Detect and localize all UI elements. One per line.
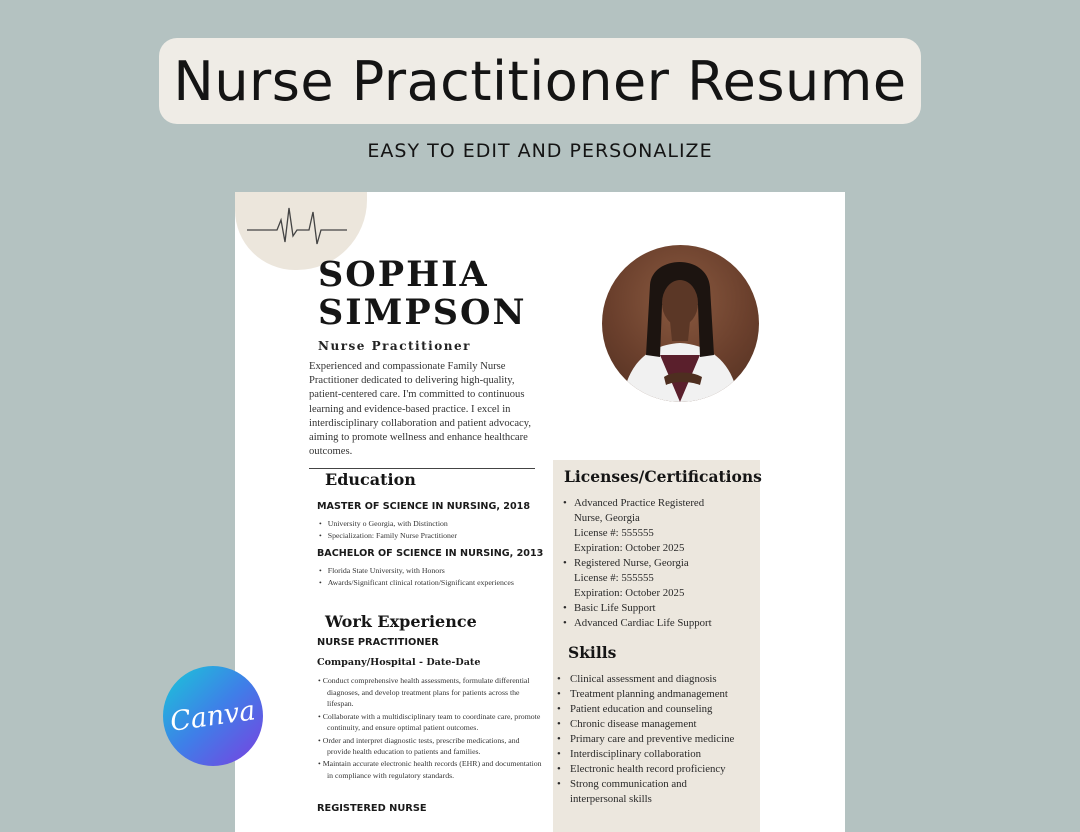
profile-photo	[602, 245, 759, 402]
licenses-heading: Licenses/Certifications	[564, 467, 762, 486]
job-2-role: REGISTERED NURSE	[317, 803, 427, 814]
list-item: • Maintain accurate electronic health records (EHR) and documentation in compliance with regulatory standards.	[317, 758, 543, 781]
degree-2-details	[319, 565, 559, 588]
candidate-name	[318, 256, 526, 332]
list-item: • Advanced Cardiac Life Support	[563, 617, 712, 629]
job-role: NURSE PRACTITIONER	[317, 637, 439, 648]
work-heading: Work Experience	[325, 612, 477, 631]
degree-1-details	[319, 518, 559, 541]
list-item-continued: License #: 555555	[574, 527, 654, 539]
list-item: • Specialization: Family Nurse Practitioner	[319, 530, 559, 542]
skills-list	[557, 672, 757, 807]
list-item: • Conduct comprehensive health assessments, formulate differential diagnoses, and develop treatment plans for patients across the lifespan.	[317, 675, 543, 710]
list-item-continued: Expiration: October 2025	[574, 587, 685, 599]
list-item: • Basic Life Support	[563, 602, 656, 614]
list-item-continued: interpersonal skills	[570, 793, 652, 805]
page-title: Nurse Practitioner Resume	[173, 49, 907, 113]
list-item: • Patient education and counseling	[557, 703, 713, 715]
list-item-continued: License #: 555555	[574, 572, 654, 584]
list-item: • University o Georgia, with Distinction	[319, 518, 559, 530]
heartbeat-icon	[247, 200, 347, 250]
list-item: • Chronic disease management	[557, 718, 697, 730]
title-banner	[159, 38, 921, 124]
portrait-illustration	[602, 245, 759, 402]
job-responsibilities	[317, 675, 543, 782]
degree-2-title: BACHELOR OF SCIENCE IN NURSING, 2013	[317, 548, 544, 559]
last-name: SIMPSON	[318, 292, 527, 333]
job-place: Company/Hospital - Date-Date	[317, 657, 481, 668]
list-item: • Electronic health record proficiency	[557, 763, 726, 775]
education-heading: Education	[325, 470, 416, 489]
degree-1-title: MASTER OF SCIENCE IN NURSING, 2018	[317, 501, 531, 512]
list-item: • Clinical assessment and diagnosis	[557, 673, 717, 685]
list-item: • Florida State University, with Honors	[319, 565, 559, 577]
canva-logo-text: Canva	[168, 694, 258, 738]
list-item: • Primary care and preventive medicine	[557, 733, 735, 745]
list-item: • Registered Nurse, Georgia	[563, 557, 689, 569]
profile-summary: Experienced and compassionate Family Nurse Practitioner dedicated to delivering high-quality, patient-centered care. I'm committed to continuous learning and evidence-based practice. I excel in interdisciplinary collaboration and patient advocacy, aiming to promote wellness and enhance healthcare outcomes.	[309, 361, 531, 458]
list-item: • Collaborate with a multidisciplinary team to coordinate care, promote continuity, and ensure optimal patient outcomes.	[317, 711, 543, 734]
licenses-list	[563, 496, 753, 631]
list-item-continued: Nurse, Georgia	[574, 512, 640, 524]
candidate-role: Nurse Practitioner	[318, 339, 471, 353]
skills-heading: Skills	[568, 643, 617, 662]
resume-page	[235, 192, 845, 832]
subtitle: EASY TO EDIT AND PERSONALIZE	[367, 140, 713, 162]
list-item-continued: Expiration: October 2025	[574, 542, 685, 554]
canva-logo	[163, 666, 263, 766]
list-item: • Advanced Practice Registered	[563, 497, 705, 509]
list-item: • Interdisciplinary collaboration	[557, 748, 702, 760]
first-name: SOPHIA	[318, 254, 489, 295]
list-item: • Treatment planning andmanagement	[557, 688, 728, 700]
list-item: • Order and interpret diagnostic tests, prescribe medications, and provide health education to patients and families.	[317, 735, 543, 758]
list-item: • Strong communication and	[557, 778, 687, 790]
list-item: • Awards/Significant clinical rotation/Significant experiences	[319, 577, 559, 589]
section-divider	[309, 468, 535, 469]
